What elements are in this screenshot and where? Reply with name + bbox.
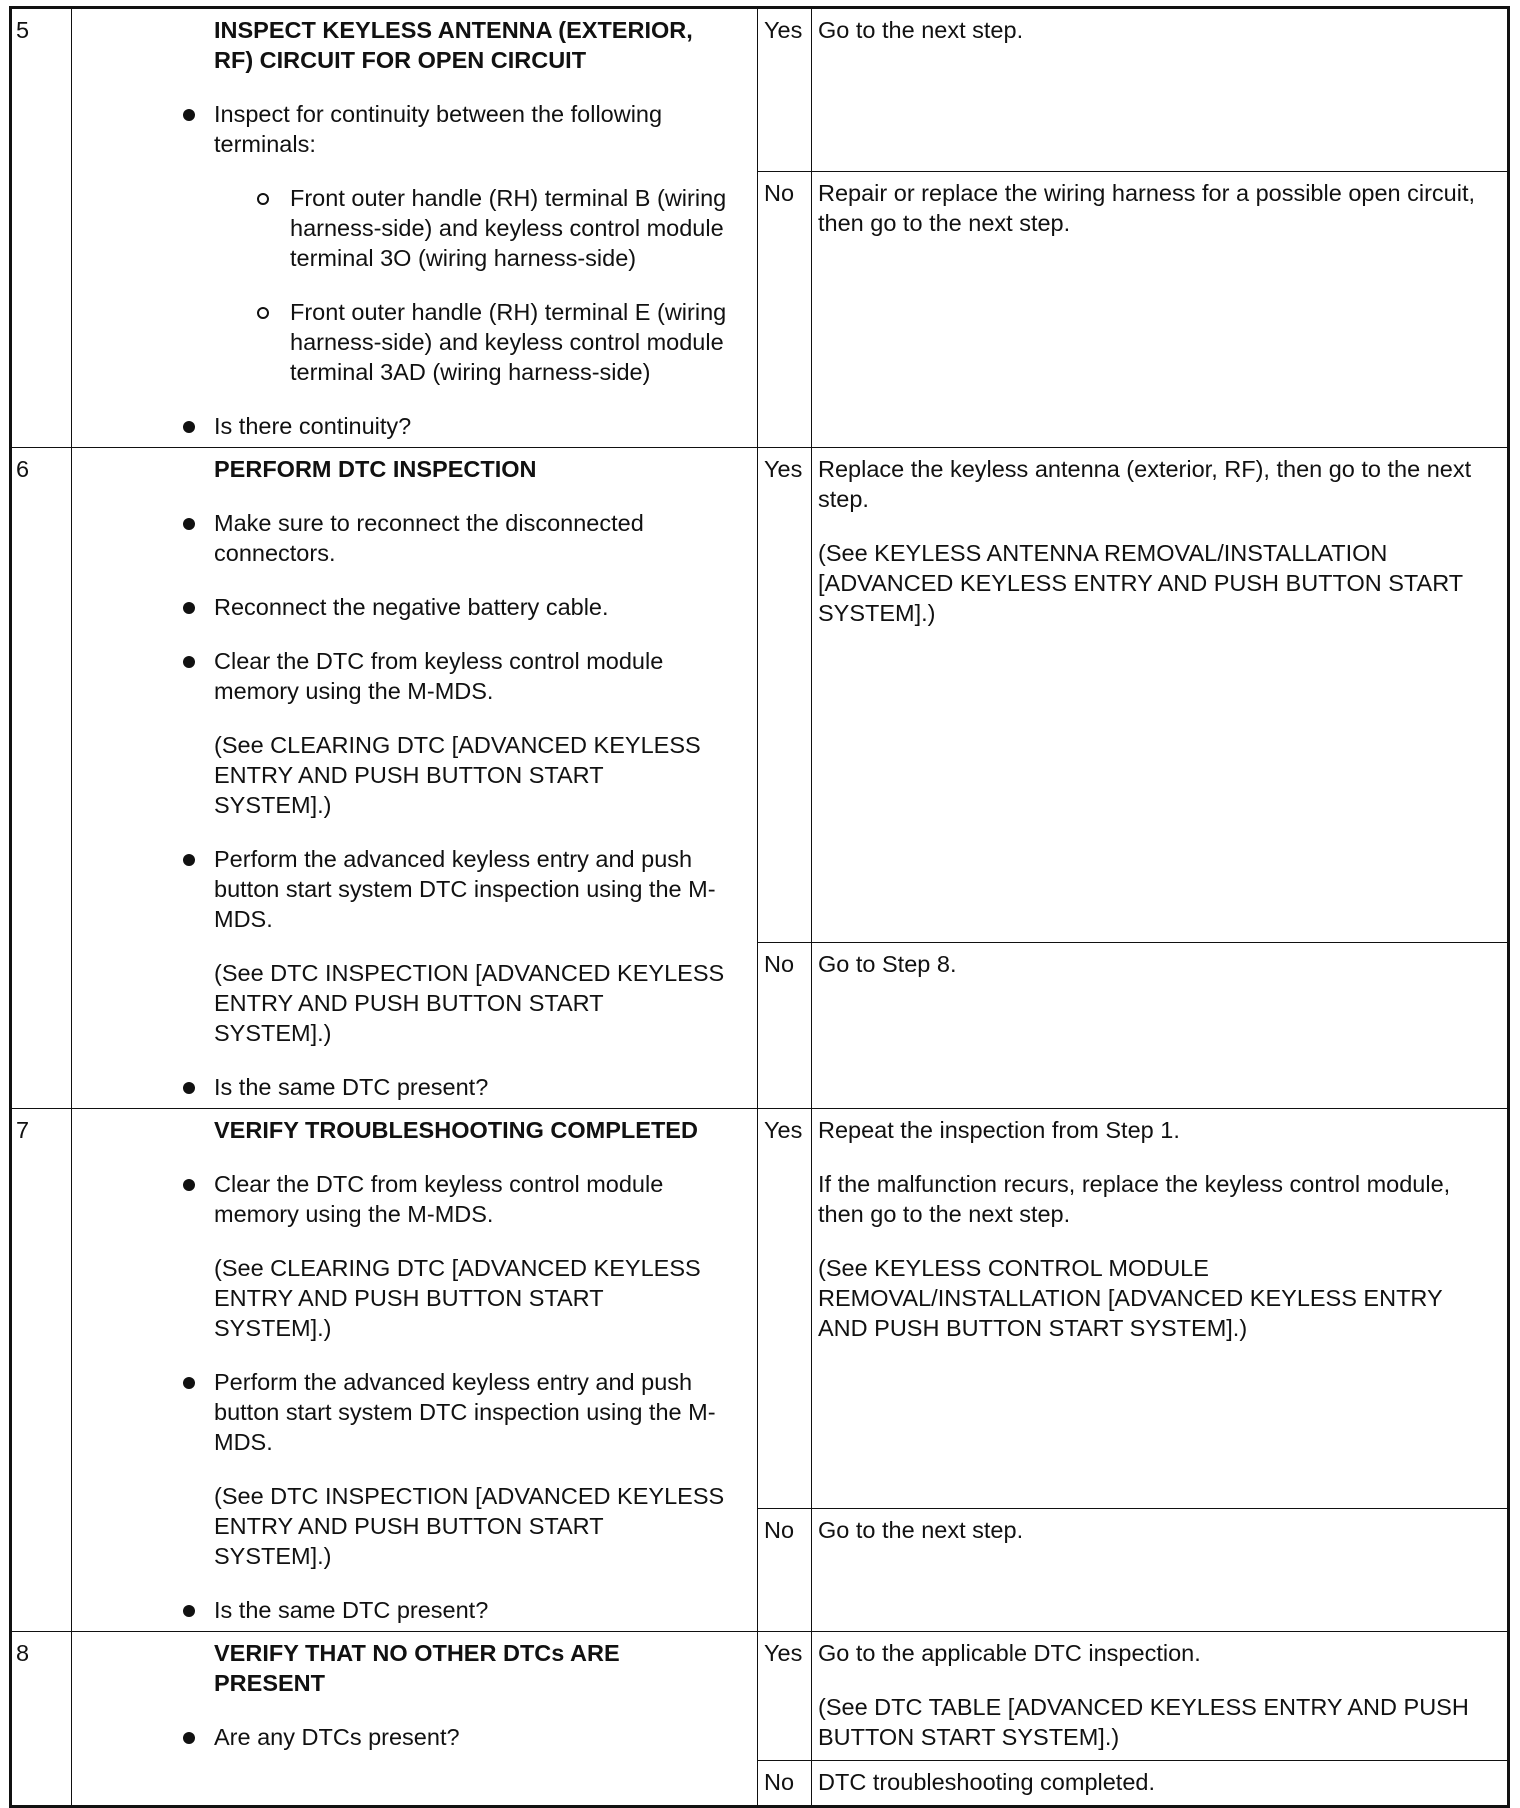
yes-action bbox=[812, 8, 1509, 172]
step-number: 7 bbox=[11, 1109, 72, 1632]
action-reference: (See DTC TABLE [ADVANCED KEYLESS ENTRY AND PUSH BUTTON START SYSTEM].) bbox=[818, 1694, 1469, 1750]
step-inspection bbox=[72, 1632, 758, 1807]
bullet-item: Reconnect the negative battery cable. bbox=[214, 592, 727, 622]
action-text: DTC troubleshooting completed. bbox=[818, 1769, 1156, 1795]
bullet-item: Perform the advanced keyless entry and push button start system DTC inspection using the M-MDS. bbox=[214, 1367, 727, 1457]
step-number: 8 bbox=[11, 1632, 72, 1807]
sub-bullet-item: Front outer handle (RH) terminal E (wiring harness-side) and keyless control module terminal 3AD (wiring harness-side) bbox=[290, 299, 727, 385]
bullet-item: Is the same DTC present? bbox=[214, 1072, 727, 1102]
step-title: VERIFY THAT NO OTHER DTCs ARE PRESENT bbox=[214, 1640, 620, 1696]
no-label: No bbox=[758, 172, 812, 448]
no-action bbox=[812, 943, 1509, 1109]
step-8-yes-row bbox=[11, 1632, 1509, 1761]
reference-note: (See DTC INSPECTION [ADVANCED KEYLESS ENTRY AND PUSH BUTTON START SYSTEM].) bbox=[214, 960, 725, 1046]
step-6-yes-row bbox=[11, 448, 1509, 943]
no-label: No bbox=[758, 1509, 812, 1632]
bullet-item: Clear the DTC from keyless control module memory using the M-MDS. bbox=[214, 1169, 727, 1229]
no-action bbox=[812, 1509, 1509, 1632]
action-reference: (See KEYLESS ANTENNA REMOVAL/INSTALLATION [ADVANCED KEYLESS ENTRY AND PUSH BUTTON START SYSTEM].) bbox=[818, 540, 1463, 626]
step-inspection bbox=[72, 1109, 758, 1632]
action-text: Repeat the inspection from Step 1. bbox=[818, 1117, 1180, 1143]
action-text: Go to the next step. bbox=[818, 17, 1024, 43]
no-action bbox=[812, 1761, 1509, 1807]
bullet-item: Is the same DTC present? bbox=[214, 1595, 727, 1625]
reference-note: (See DTC INSPECTION [ADVANCED KEYLESS ENTRY AND PUSH BUTTON START SYSTEM].) bbox=[214, 1483, 725, 1569]
bullet-item: Are any DTCs present? bbox=[214, 1722, 727, 1752]
action-text: Go to the applicable DTC inspection. bbox=[818, 1640, 1201, 1666]
action-text: Replace the keyless antenna (exterior, RF), then go to the next step. bbox=[818, 456, 1472, 512]
step-title: VERIFY TROUBLESHOOTING COMPLETED bbox=[214, 1117, 698, 1143]
bullet-item: Make sure to reconnect the disconnected connectors. bbox=[214, 508, 727, 568]
yes-label: Yes bbox=[758, 8, 812, 172]
bullet-item: Clear the DTC from keyless control module memory using the M-MDS. bbox=[214, 646, 727, 706]
yes-action bbox=[812, 448, 1509, 943]
sub-bullet-item: Front outer handle (RH) terminal B (wiring harness-side) and keyless control module terminal 3O (wiring harness-side) bbox=[290, 185, 727, 271]
bullet-item: Inspect for continuity between the following terminals: bbox=[214, 99, 727, 159]
step-inspection bbox=[72, 448, 758, 1109]
step-7-yes-row bbox=[11, 1109, 1509, 1509]
troubleshooting-table bbox=[9, 6, 1510, 1808]
reference-note: (See CLEARING DTC [ADVANCED KEYLESS ENTRY AND PUSH BUTTON START SYSTEM].) bbox=[214, 1255, 701, 1341]
yes-label: Yes bbox=[758, 1109, 812, 1509]
bullet-item: Is there continuity? bbox=[214, 411, 727, 441]
action-text: Go to Step 8. bbox=[818, 951, 957, 977]
step-title: PERFORM DTC INSPECTION bbox=[214, 456, 537, 482]
bullet-item: Perform the advanced keyless entry and push button start system DTC inspection using the M-MDS. bbox=[214, 844, 727, 934]
yes-action bbox=[812, 1109, 1509, 1509]
yes-label: Yes bbox=[758, 1632, 812, 1761]
step-5-yes-row bbox=[11, 8, 1509, 172]
action-text: If the malfunction recurs, replace the keyless control module, then go to the next step. bbox=[818, 1171, 1451, 1227]
action-text: Go to the next step. bbox=[818, 1517, 1024, 1543]
yes-label: Yes bbox=[758, 448, 812, 943]
no-label: No bbox=[758, 943, 812, 1109]
yes-action bbox=[812, 1632, 1509, 1761]
step-number: 6 bbox=[11, 448, 72, 1109]
step-inspection bbox=[72, 8, 758, 448]
no-label: No bbox=[758, 1761, 812, 1807]
reference-note: (See CLEARING DTC [ADVANCED KEYLESS ENTRY AND PUSH BUTTON START SYSTEM].) bbox=[214, 732, 701, 818]
no-action bbox=[812, 172, 1509, 448]
action-text: Repair or replace the wiring harness for a possible open circuit, then go to the next step. bbox=[818, 180, 1476, 236]
action-reference: (See KEYLESS CONTROL MODULE REMOVAL/INSTALLATION [ADVANCED KEYLESS ENTRY AND PUSH BUTTON START SYSTEM].) bbox=[818, 1255, 1443, 1341]
step-number: 5 bbox=[11, 8, 72, 448]
step-title: INSPECT KEYLESS ANTENNA (EXTERIOR, RF) CIRCUIT FOR OPEN CIRCUIT bbox=[214, 17, 693, 73]
